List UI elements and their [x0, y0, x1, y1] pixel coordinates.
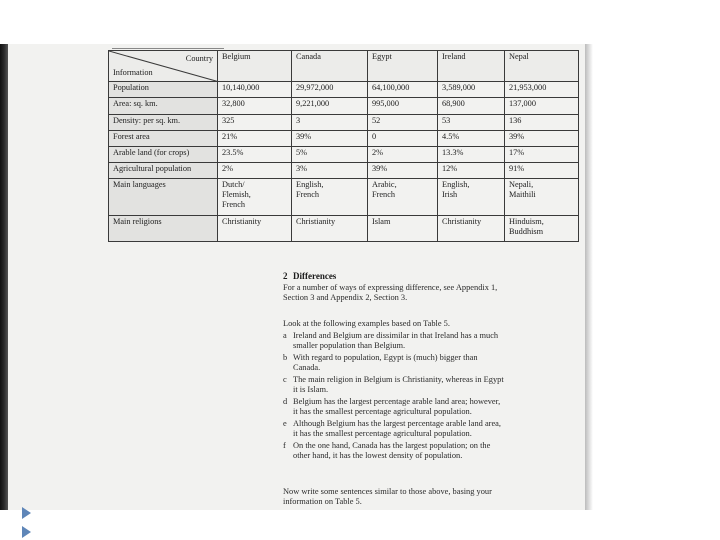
table-cell: 23.5% [218, 146, 292, 162]
country-header: Nepal [505, 51, 579, 82]
example-item [283, 331, 583, 351]
table-corner-cell [109, 51, 218, 82]
row-label: Population [109, 82, 218, 98]
table-cell: 0 [368, 130, 438, 146]
table-cell: 9,221,000 [292, 98, 368, 114]
row-label: Forest area [109, 130, 218, 146]
row-label: Density: per sq. km. [109, 114, 218, 130]
example-text: it has the smallest percentage agricultural population. [293, 429, 472, 438]
table-cell: 995,000 [368, 98, 438, 114]
table-cell: 4.5% [438, 130, 505, 146]
example-item [283, 441, 583, 461]
section-lead: Look at the following examples based on Table 5. [283, 319, 450, 328]
section-outro-line: Now write some sentences similar to those above, basing your [283, 487, 492, 496]
example-letter: d [283, 397, 288, 406]
table-cell: 39% [505, 130, 579, 146]
row-label: Agricultural population [109, 163, 218, 179]
table-cell: 2% [218, 163, 292, 179]
country-header: Belgium [218, 51, 292, 82]
row-label: Arable land (for crops) [109, 146, 218, 162]
example-text: it is Islam. [293, 385, 329, 394]
example-item [283, 375, 583, 395]
example-text: With regard to population, Egypt is (much) bigger than [293, 353, 478, 362]
bullet-arrow-icon [22, 526, 31, 538]
example-text: Although Belgium has the largest percentage arable land area, [293, 419, 501, 428]
table-cell: Nepali, Maithili [505, 179, 579, 215]
table-cell: 39% [292, 130, 368, 146]
section-outro-line: information on Table 5. [283, 497, 362, 506]
table-cell: 13.3% [438, 146, 505, 162]
example-text: The main religion in Belgium is Christianity, whereas in Egypt [293, 375, 504, 384]
table-cell: 39% [368, 163, 438, 179]
cropped-heading-fragment [112, 44, 224, 49]
scanner-edge [0, 44, 8, 510]
country-header: Ireland [438, 51, 505, 82]
table-cell: Christianity [218, 215, 292, 241]
example-text: it has the smallest percentage agricultural population. [293, 407, 472, 416]
bullet-arrow-icon [22, 507, 31, 519]
country-header: Egypt [368, 51, 438, 82]
table-cell: Dutch/ Flemish, French [218, 179, 292, 215]
corner-label-country: Country [185, 54, 213, 63]
example-text: Belgium has the largest percentage arable land area; however, [293, 397, 501, 406]
table-cell: Christianity [438, 215, 505, 241]
table-cell: 21,953,000 [505, 82, 579, 98]
table-cell: 325 [218, 114, 292, 130]
table-cell: 64,100,000 [368, 82, 438, 98]
example-text: Ireland and Belgium are dissimilar in that Ireland has a much [293, 331, 499, 340]
table-row [109, 82, 579, 98]
table-cell: 29,972,000 [292, 82, 368, 98]
table-cell: 21% [218, 130, 292, 146]
row-label: Area: sq. km. [109, 98, 218, 114]
table-row [109, 215, 579, 241]
table-row [109, 163, 579, 179]
table-cell: 53 [438, 114, 505, 130]
table-row [109, 146, 579, 162]
corner-label-information: Information [113, 68, 153, 78]
table-cell: English, French [292, 179, 368, 215]
table-cell: 91% [505, 163, 579, 179]
example-item [283, 419, 583, 439]
example-item [283, 397, 583, 417]
table-cell: 2% [368, 146, 438, 162]
table-cell: Christianity [292, 215, 368, 241]
example-text: smaller population than Belgium. [293, 341, 406, 350]
table-cell: 32,800 [218, 98, 292, 114]
example-letter: a [283, 331, 287, 340]
table-cell: 52 [368, 114, 438, 130]
example-item [283, 353, 583, 373]
example-letter: b [283, 353, 288, 362]
country-data-table [108, 50, 579, 242]
section-intro-line: Section 3 and Appendix 2, Section 3. [283, 293, 408, 302]
table-cell: 5% [292, 146, 368, 162]
table-cell: Arabic, French [368, 179, 438, 215]
section-title: Differences [293, 271, 337, 281]
table-cell: 10,140,000 [218, 82, 292, 98]
table-cell: 3% [292, 163, 368, 179]
table-cell: 3 [292, 114, 368, 130]
table-cell: 12% [438, 163, 505, 179]
table-cell: 68,900 [438, 98, 505, 114]
table-cell: 17% [505, 146, 579, 162]
table-cell: 3,589,000 [438, 82, 505, 98]
table-row [109, 179, 579, 215]
section-number: 2 [283, 271, 288, 281]
page-shadow [585, 44, 593, 510]
row-label: Main religions [109, 215, 218, 241]
section-intro-line: For a number of ways of expressing difference, see Appendix 1, [283, 283, 498, 292]
table-header-row [109, 51, 579, 82]
example-text: other hand, it has the lowest density of population. [293, 451, 463, 460]
table-row [109, 114, 579, 130]
country-header: Canada [292, 51, 368, 82]
table-row [109, 130, 579, 146]
table-cell: 137,000 [505, 98, 579, 114]
table-cell: Hinduism, Buddhism [505, 215, 579, 241]
row-label: Main languages [109, 179, 218, 215]
example-text: Canada. [293, 363, 321, 372]
table-cell: Islam [368, 215, 438, 241]
table-cell: 136 [505, 114, 579, 130]
table-row [109, 98, 579, 114]
table-cell: English, Irish [438, 179, 505, 215]
example-letter: c [283, 375, 287, 384]
example-letter: f [283, 441, 286, 450]
example-letter: e [283, 419, 287, 428]
example-text: On the one hand, Canada has the largest population; on the [293, 441, 491, 450]
